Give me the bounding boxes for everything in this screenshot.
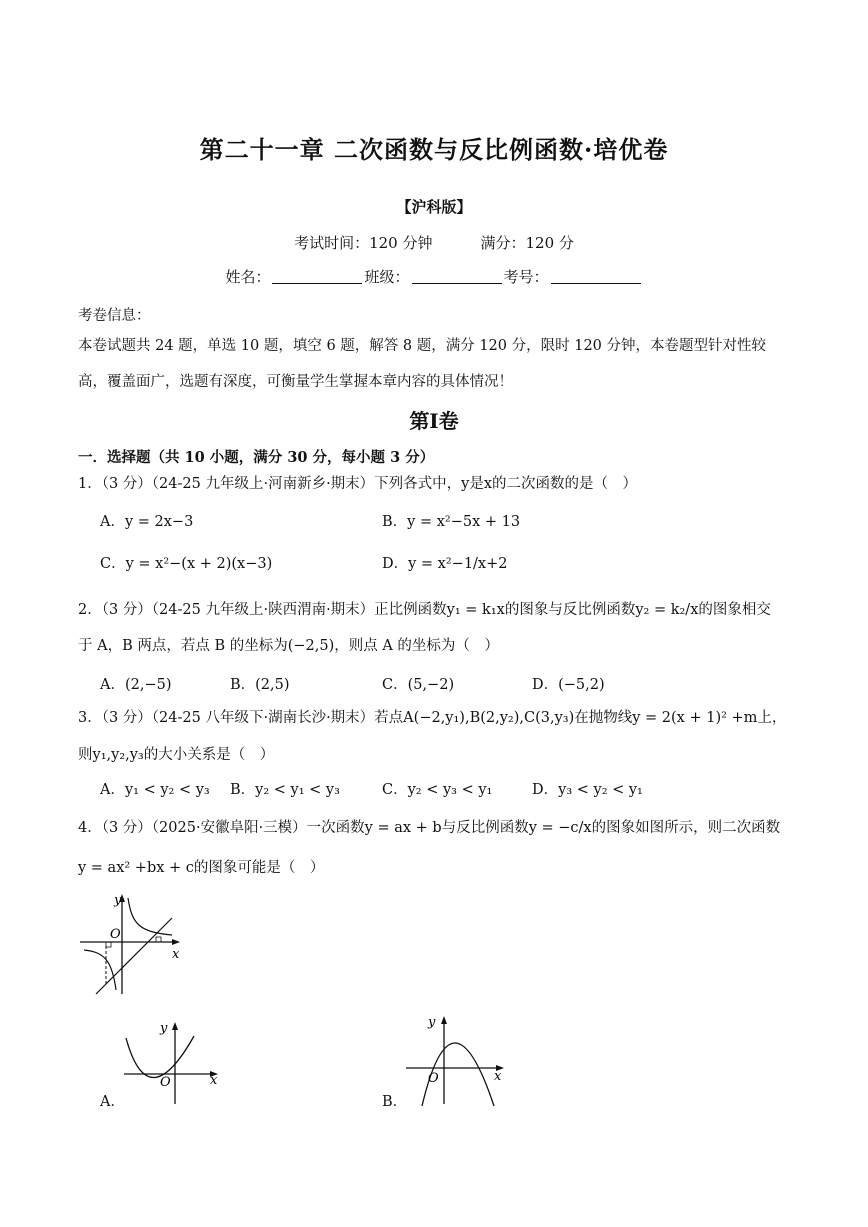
- volume-title: 第Ⅰ卷: [409, 409, 459, 433]
- given-origin-label: O: [110, 927, 121, 942]
- q1-option-c[interactable]: C．y = x²−(x + 2)(x−3): [100, 556, 273, 572]
- q1-option-a[interactable]: A．y = 2x−3: [100, 514, 194, 530]
- q4-option-a-graph[interactable]: [118, 1018, 224, 1106]
- q4-option-b[interactable]: B．: [382, 1094, 408, 1110]
- q1-option-b[interactable]: B．y = x²−5x + 13: [382, 514, 521, 530]
- q2-option-d[interactable]: D．(−5,2): [532, 677, 605, 693]
- info-text: 本卷试题共 24 题，单选 10 题，填空 6 题，解答 8 题，满分 120 分，限时 120 分钟，本卷题型针对性较高，覆盖面广，选题有深度，可衡量学生掌握本章内容的具体情况！: [78, 338, 767, 390]
- q1-option-d[interactable]: D．y = x²−1/x+2: [382, 556, 508, 572]
- class-blank[interactable]: [412, 269, 502, 284]
- exam-time: 考试时间：120 分钟: [294, 234, 433, 252]
- info-label: 考卷信息：: [78, 308, 151, 324]
- q4-stem-1: 4．（3 分）（2025·安徽阜阳·三模）一次函数y = ax + b与反比例函数y = −c/x的图象如图所示，则二次函数: [78, 820, 781, 836]
- class-label: 班级：: [364, 268, 410, 286]
- q3-option-b[interactable]: B．y₂ < y₁ < y₃: [230, 782, 340, 798]
- q4-given-graph: [76, 890, 188, 998]
- q4-option-a[interactable]: A．: [100, 1094, 125, 1110]
- name-label: 姓名：: [225, 268, 271, 286]
- a-x-label: x: [210, 1073, 218, 1088]
- q2-option-b[interactable]: B．(2,5): [230, 677, 290, 693]
- q3-stem-1: 3．（3 分）（24-25 八年级下·湖南长沙·期末）若点A(−2,y₁),B(2,y₂),C(3,y₃)在抛物线y = 2(x + 1)² +m上，: [78, 710, 787, 726]
- part-title: 一．选择题（共 10 小题，满分 30 分，每小题 3 分）: [78, 449, 435, 466]
- q2-stem-2: 于 A，B 两点，若点 B 的坐标为(−2,5)，则点 A 的坐标为（ ）: [78, 638, 499, 654]
- q1-stem: 1．（3 分）（24-25 九年级上·河南新乡·期末）下列各式中，y是x的二次函数的是（ ）: [78, 476, 638, 492]
- q3-option-a[interactable]: A．y₁ < y₂ < y₃: [100, 782, 210, 798]
- q3-stem-2: 则y₁,y₂,y₃的大小关系是（ ）: [78, 747, 275, 763]
- exam-meta: [0, 232, 868, 253]
- edition-label: 【沪科版】: [396, 198, 472, 216]
- document-title: 第二十一章 二次函数与反比例函数·培优卷: [199, 135, 669, 164]
- given-x-label: x: [172, 947, 180, 962]
- q3-option-d[interactable]: D．y₃ < y₂ < y₁: [532, 782, 643, 798]
- full-score: 满分：120 分: [480, 234, 574, 252]
- q2-stem-1: 2．（3 分）（24-25 九年级上·陕西渭南·期末）正比例函数y₁ = k₁x的图象与反比例函数y₂ = k₂/x的图象相交: [78, 602, 771, 618]
- q2-option-a[interactable]: A．(2,−5): [100, 677, 172, 693]
- number-blank[interactable]: [551, 269, 641, 284]
- student-fields: [0, 266, 868, 287]
- a-origin-label: O: [160, 1075, 171, 1090]
- q2-option-c[interactable]: C．(5,−2): [382, 677, 455, 693]
- given-y-label: y: [114, 893, 122, 908]
- q4-stem-2: y = ax² +bx + c的图象可能是（ ）: [78, 860, 325, 876]
- number-label: 考号：: [503, 268, 549, 286]
- b-origin-label: O: [428, 1071, 439, 1086]
- q3-option-c[interactable]: C．y₂ < y₃ < y₁: [382, 782, 493, 798]
- q4-option-b-graph[interactable]: [402, 1010, 512, 1108]
- name-blank[interactable]: [272, 269, 362, 284]
- a-y-label: y: [160, 1021, 168, 1036]
- b-x-label: x: [494, 1069, 502, 1084]
- b-y-label: y: [428, 1015, 436, 1030]
